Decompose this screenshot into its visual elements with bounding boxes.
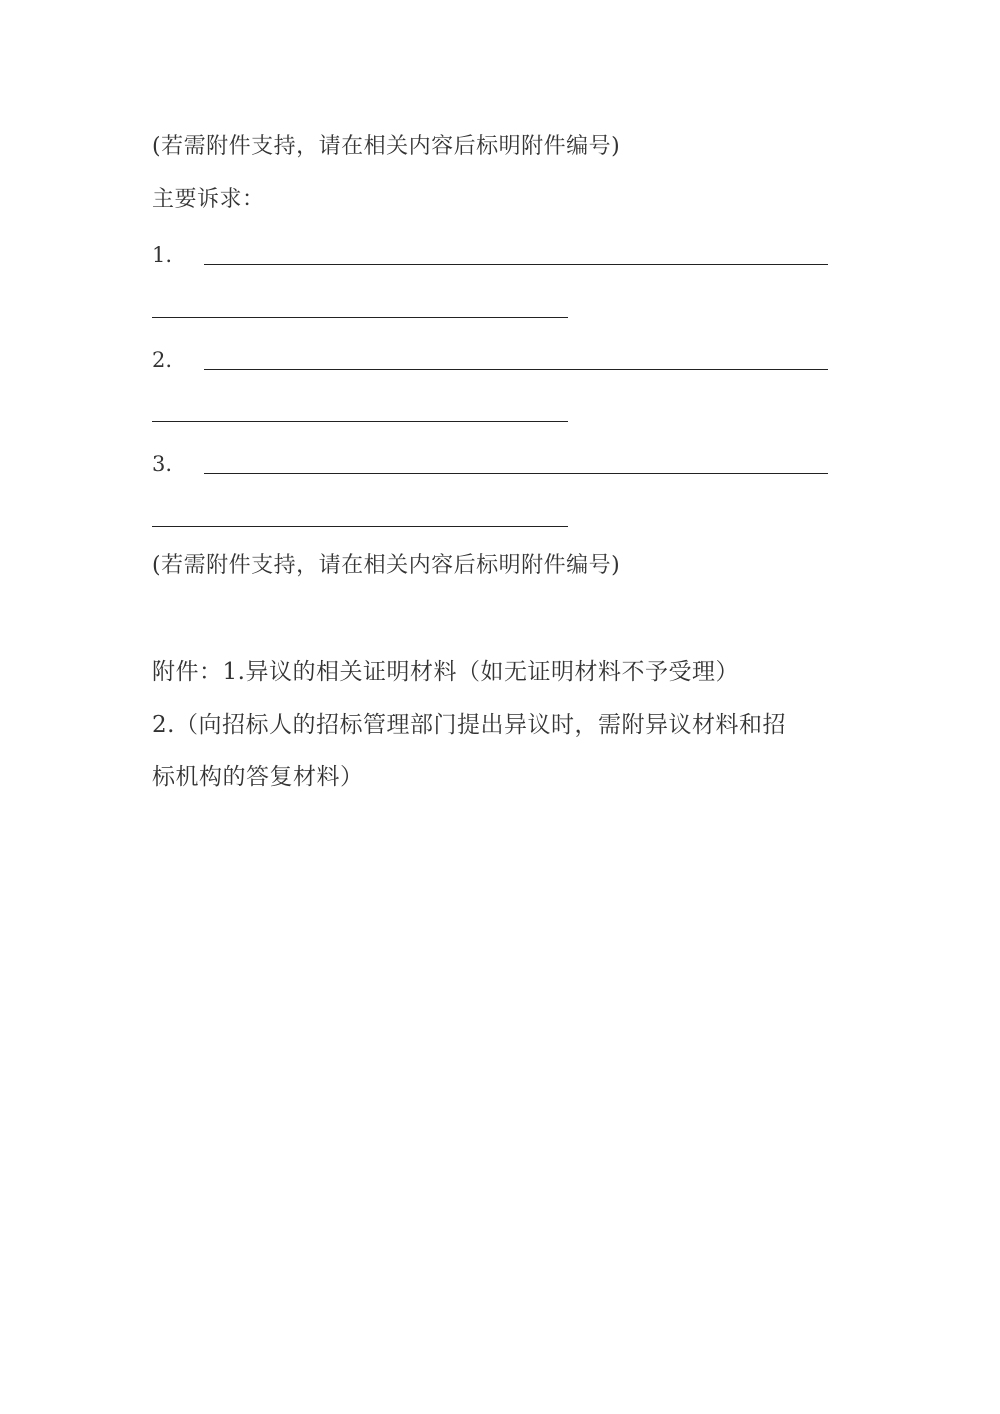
- claim-number-2: 2.: [152, 348, 173, 372]
- claim-1-continuation-line: [152, 317, 568, 318]
- claims-heading: 主要诉求：: [152, 187, 265, 212]
- attachment-note-top: (若需附件支持，请在相关内容后标明附件编号): [152, 134, 621, 159]
- claim-number-1: 1.: [152, 243, 173, 267]
- claim-2-blank-line: [204, 369, 828, 370]
- claim-2-continuation-line: [152, 421, 568, 422]
- claim-3-continuation-line: [152, 526, 568, 527]
- claim-number-3: 3.: [152, 452, 173, 476]
- attachments-line-2: 2.（向招标人的招标管理部门提出异议时，需附异议材料和招: [152, 712, 786, 738]
- claim-3-blank-line: [204, 473, 828, 474]
- attachments-line-3: 标机构的答复材料）: [152, 764, 364, 790]
- attachments-line-1: 附件：1.异议的相关证明材料（如无证明材料不予受理）: [152, 659, 739, 685]
- attachment-note-bottom: (若需附件支持，请在相关内容后标明附件编号): [152, 553, 621, 578]
- claim-1-blank-line: [204, 264, 828, 265]
